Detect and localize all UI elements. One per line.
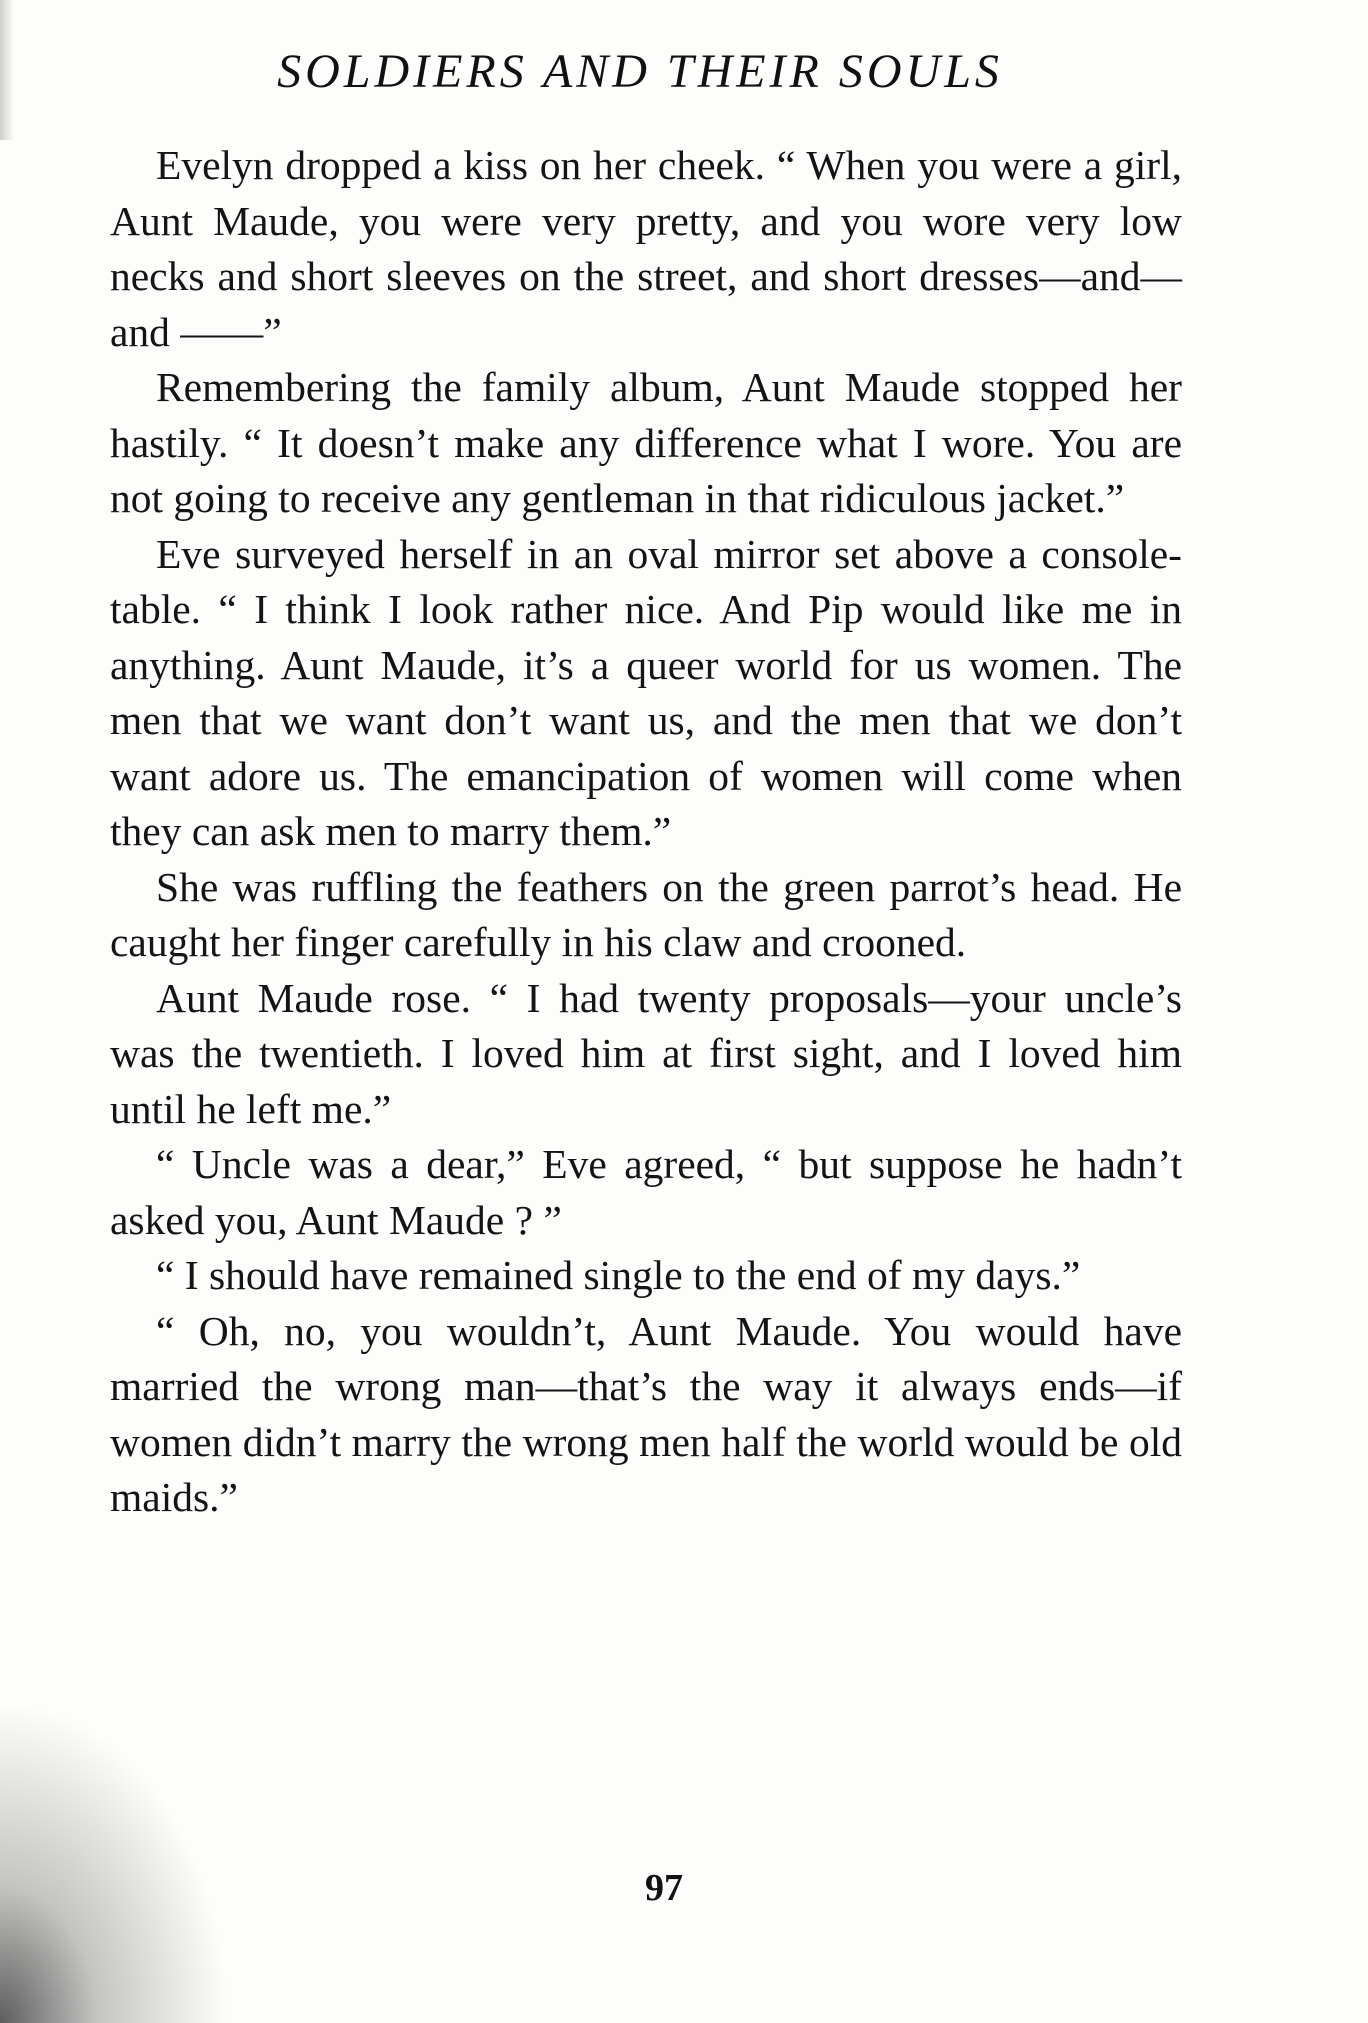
scan-shadow	[0, 1700, 230, 2023]
paragraph: “ I should have remained single to the end of my days.”	[156, 1252, 1081, 1298]
paragraph: Aunt Maude rose. “ I had twenty proposals—your uncle’s was the twentieth. I loved him at first sight, and I loved him until he left me.”	[110, 974, 1182, 1132]
paragraph: “ Oh, no, you wouldn’t, Aunt Maude. You would have married the wrong man—that’s the way it always ends—if women didn’t marry the wrong men half the world would be old maids.”	[110, 1307, 1182, 1520]
running-title: SOLDIERS AND THEIR SOULS	[277, 45, 1003, 98]
body-text	[110, 138, 1182, 1526]
paragraph: Evelyn dropped a kiss on her cheek. “ When you were a girl, Aunt Maude, you were very pretty, and you wore very low necks and short sleeves on the street, and short dresses—and—and ——”	[110, 142, 1182, 355]
page-number: 97	[645, 1867, 683, 1909]
paragraph: Eve surveyed herself in an oval mirror set above a console-table. “ I think I look rather nice. And Pip would like me in anything. Aunt Maude, it’s a queer world for us women. The men that we want don’t want us, and the men that we don’t want adore us. The emancipation of women will come when they can ask men to marry them.”	[110, 530, 1182, 854]
paragraph: Remembering the family album, Aunt Maude stopped her hastily. “ It doesn’t make any difference what I wore. You are not going to receive any gentleman in that ridiculous jacket.”	[110, 364, 1182, 521]
paragraph: She was ruffling the feathers on the green parrot’s head. He caught her finger carefully in his claw and crooned.	[110, 863, 1182, 965]
paragraph: “ Uncle was a dear,” Eve agreed, “ but suppose he hadn’t asked you, Aunt Maude ? ”	[110, 1141, 1182, 1243]
scan-shadow	[0, 0, 14, 140]
